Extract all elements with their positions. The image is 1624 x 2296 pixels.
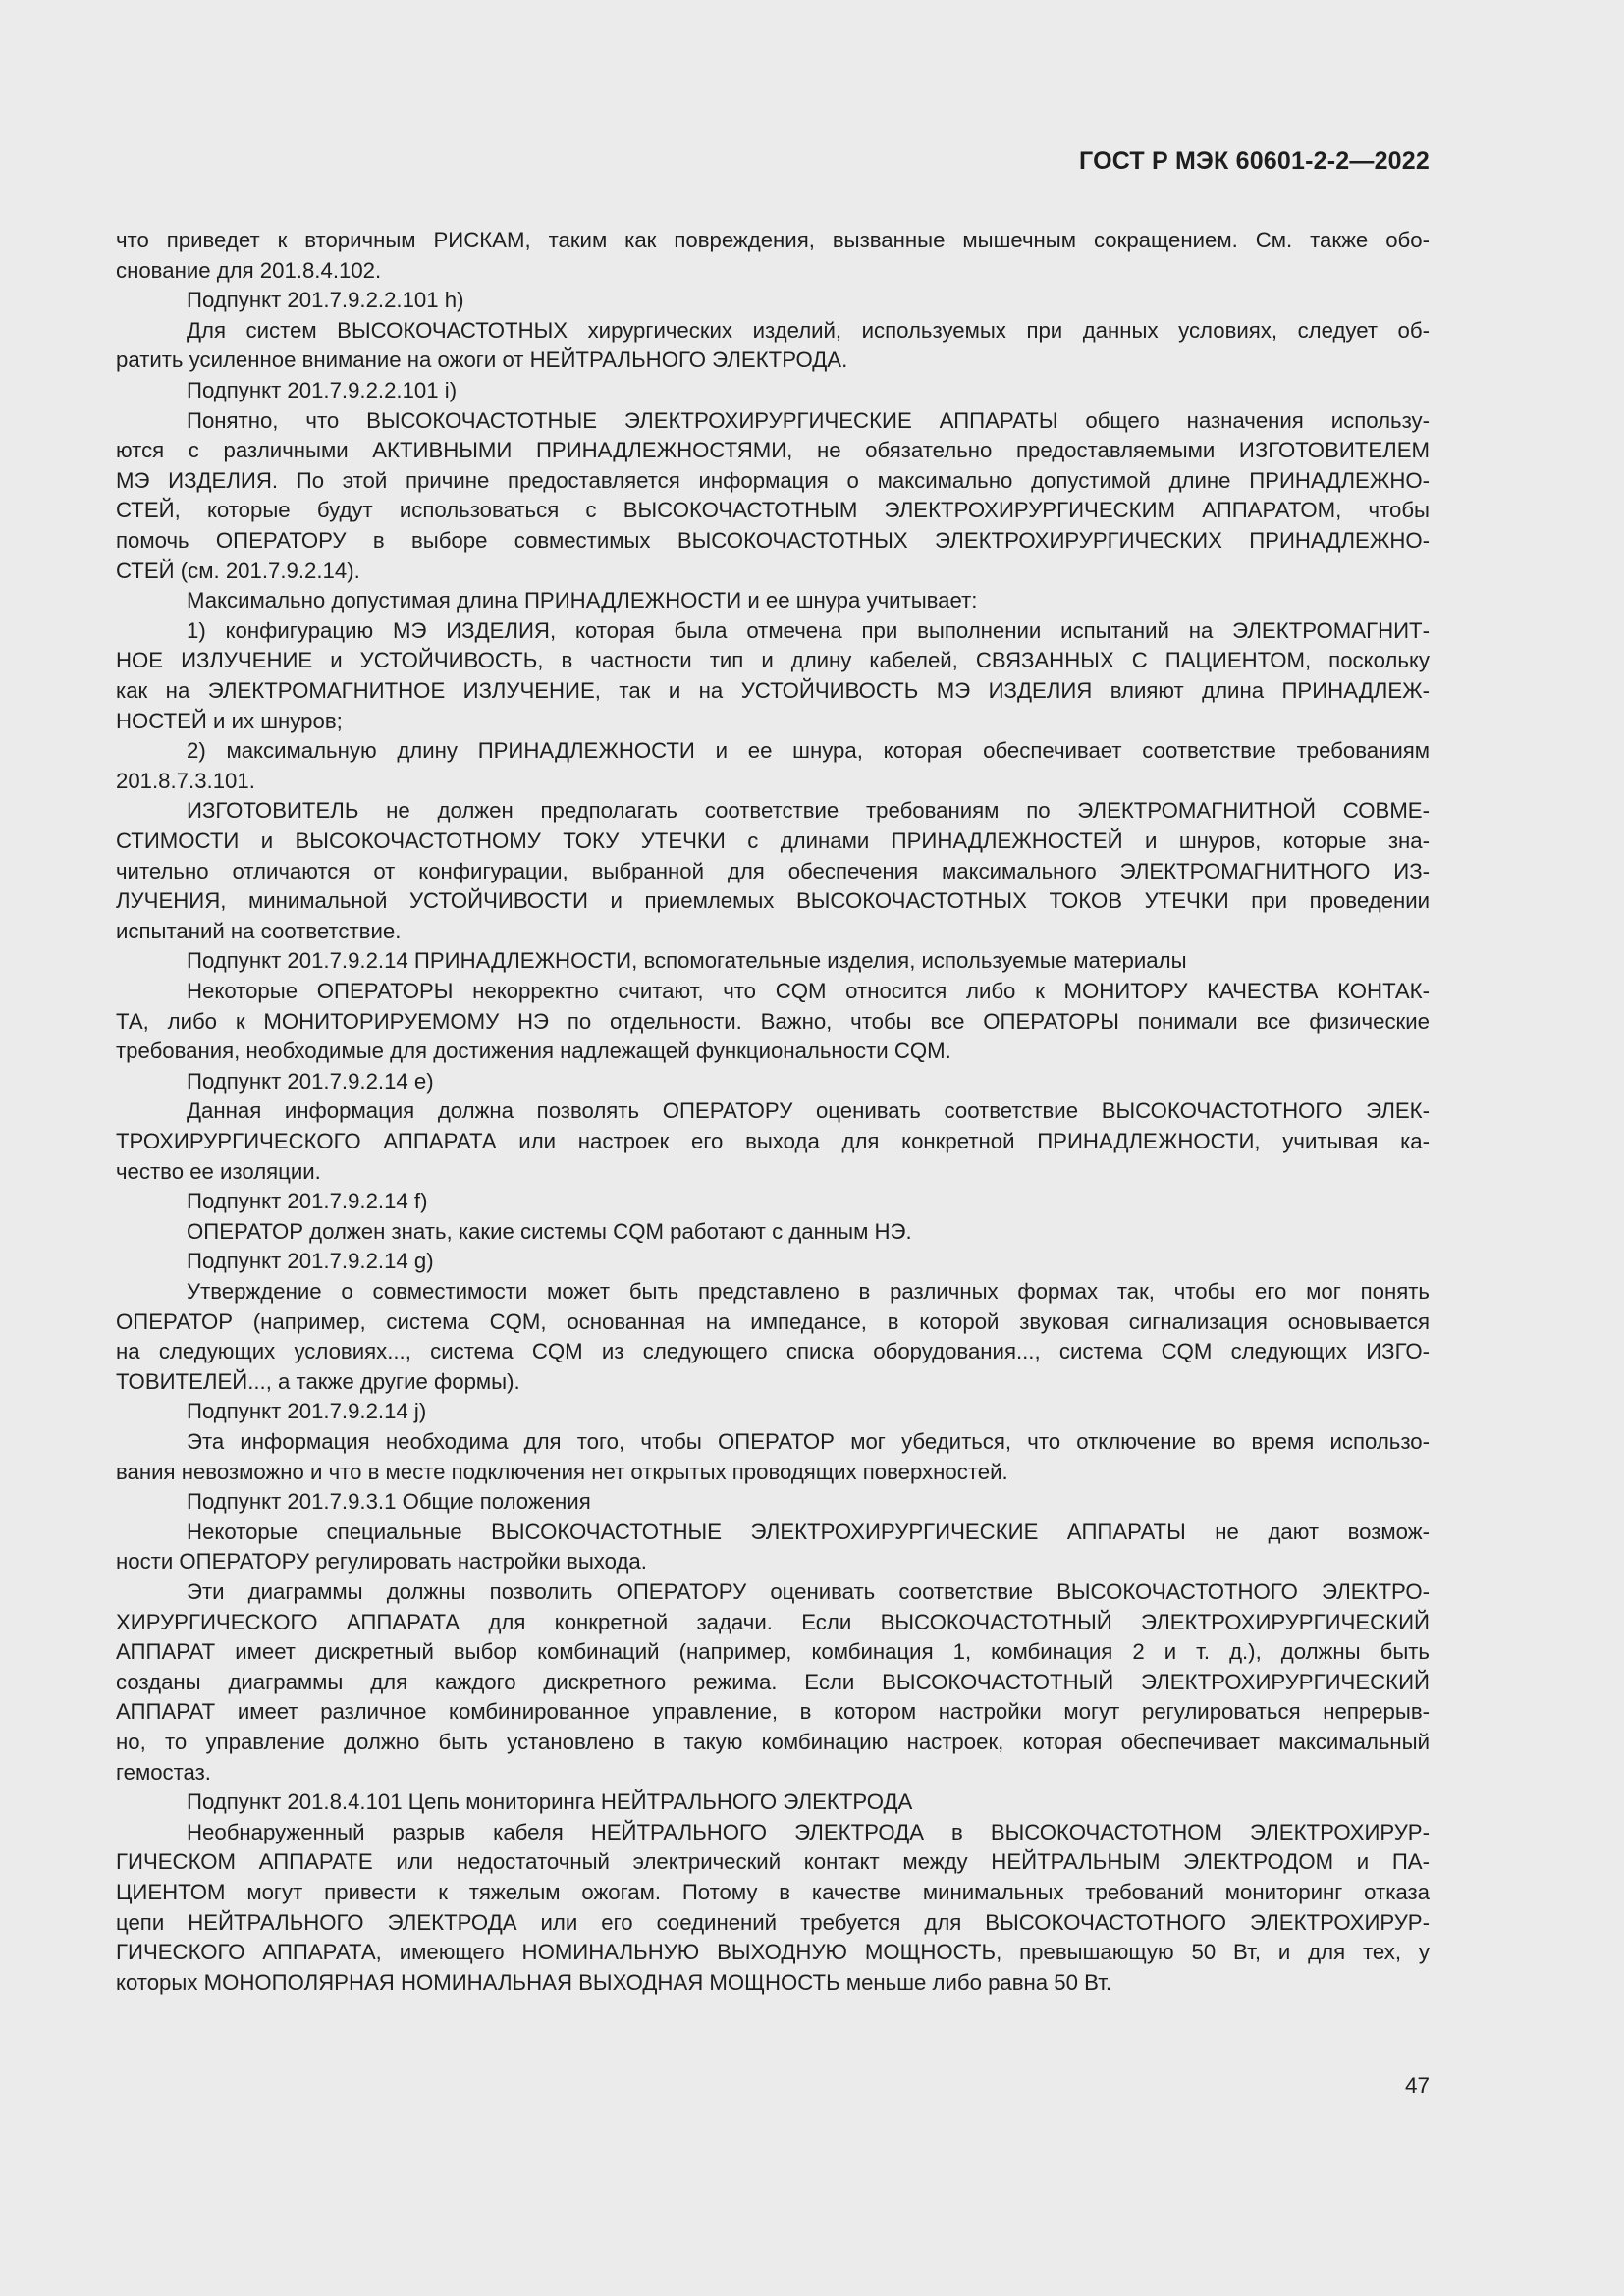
text-line: СТЕЙ, которые будут использоваться с ВЫСОКОЧАСТОТНЫМ ЭЛЕКТРОХИРУРГИЧЕСКИМ АППАРАТОМ, чтобы	[116, 498, 1430, 523]
paragraph-first-line: Для систем ВЫСОКОЧАСТОТНЫХ хирургических изделий, используемых при данных условиях, следует об-	[187, 317, 1430, 343]
text-line: АППАРАТ имеет различное комбинированное управление, в котором настройки могут регулироваться непрерыв-	[116, 1699, 1430, 1725]
standard-header: ГОСТ Р МЭК 60601-2-2—2022	[1079, 147, 1430, 175]
text-line: помочь ОПЕРАТОРУ в выборе совместимых ВЫСОКОЧАСТОТНЫХ ЭЛЕКТРОХИРУРГИЧЕСКИХ ПРИНАДЛЕЖНО-	[116, 528, 1430, 553]
text-line: ратить усиленное внимание на ожоги от НЕЙТРАЛЬНОГО ЭЛЕКТРОДА.	[116, 347, 848, 373]
text-line: ЦИЕНТОМ могут привести к тяжелым ожогам. Потому в качестве минимальных требований мониторинг отказа	[116, 1880, 1430, 1904]
text-line: ТОВИТЕЛЕЙ..., а также другие формы).	[116, 1368, 520, 1394]
text-line: ГИЧЕСКОГО АППАРАТА, имеющего НОМИНАЛЬНУЮ ВЫХОДНУЮ МОЩНОСТЬ, превышающую 50 Вт, и для тех, у	[116, 1940, 1430, 1965]
paragraph-first-line: ОПЕРАТОР должен знать, какие системы CQM работают с данным НЭ.	[187, 1218, 912, 1244]
text-line: ности ОПЕРАТОРУ регулировать настройки выхода.	[116, 1549, 647, 1575]
paragraph-first-line: Подпункт 201.7.9.2.14 g)	[187, 1249, 434, 1274]
text-line: ОПЕРАТОР (например, система CQM, основанная на импедансе, в которой звуковая сигнализация основывается	[116, 1308, 1430, 1334]
text-line: которых МОНОПОЛЯРНАЯ НОМИНАЛЬНАЯ ВЫХОДНАЯ МОЩНОСТЬ меньше либо равна 50 Вт.	[116, 1969, 1112, 1995]
text-line: ТРОХИРУРГИЧЕСКОГО АППАРАТА или настроек его выхода для конкретной ПРИНАДЛЕЖНОСТИ, учитывая ка-	[116, 1129, 1430, 1153]
paragraph-first-line: Некоторые ОПЕРАТОРЫ некорректно считают, что CQM относится либо к МОНИТОРУ КАЧЕСТВА КОНТАК-	[187, 979, 1430, 1003]
paragraph-first-line: Подпункт 201.7.9.2.14 j)	[187, 1399, 427, 1424]
paragraph-first-line: 1) конфигурацию МЭ ИЗДЕЛИЯ, которая была отмечена при выполнении испытаний на ЭЛЕКТРОМАГНИТ-	[187, 617, 1430, 643]
text-line: НОЕ ИЗЛУЧЕНИЕ и УСТОЙЧИВОСТЬ, в частности тип и длину кабелей, СВЯЗАННЫХ С ПАЦИЕНТОМ, поскольку	[116, 648, 1430, 673]
paragraph-first-line: Подпункт 201.7.9.3.1 Общие положения	[187, 1489, 591, 1515]
text-line: что приведет к вторичным РИСКАМ, таким как повреждения, вызванные мышечным сокращением. См. также обо-	[116, 228, 1430, 252]
paragraph-first-line: ИЗГОТОВИТЕЛЬ не должен предполагать соответствие требованиям по ЭЛЕКТРОМАГНИТНОЙ СОВМЕ-	[187, 798, 1430, 824]
text-line: чество ее изоляции.	[116, 1158, 321, 1184]
text-line: ГИЧЕСКОМ АППАРАТЕ или недостаточный электрический контакт между НЕЙТРАЛЬНЫМ ЭЛЕКТРОДОМ и ПА-	[116, 1849, 1430, 1875]
paragraph-first-line: Подпункт 201.7.9.2.14 f)	[187, 1189, 428, 1214]
text-line: требования, необходимые для достижения надлежащей функциональности CQM.	[116, 1039, 951, 1064]
text-line: 201.8.7.3.101.	[116, 768, 255, 793]
paragraph-first-line: Подпункт 201.7.9.2.2.101 h)	[187, 288, 464, 313]
text-line: МЭ ИЗДЕЛИЯ. По этой причине предоставляется информация о максимально допустимой длине ПРИНАДЛЕЖНО-	[116, 467, 1430, 493]
text-line: СТЕЙ (см. 201.7.9.2.14).	[116, 558, 360, 583]
text-line: вания невозможно и что в месте подключения нет открытых проводящих поверхностей.	[116, 1459, 1008, 1484]
text-line: ХИРУРГИЧЕСКОГО АППАРАТА для конкретной задачи. Если ВЫСОКОЧАСТОТНЫЙ ЭЛЕКТРОХИРУРГИЧЕСКИЙ	[116, 1609, 1430, 1634]
paragraph-first-line: Необнаруженный разрыв кабеля НЕЙТРАЛЬНОГО ЭЛЕКТРОДА в ВЫСОКОЧАСТОТНОМ ЭЛЕКТРОХИРУР-	[187, 1819, 1430, 1844]
text-line: чительно отличаются от конфигурации, выбранной для обеспечения максимального ЭЛЕКТРОМАГНИТНОГО ИЗ-	[116, 858, 1430, 883]
text-line: снование для 201.8.4.102.	[116, 257, 382, 283]
text-line: как на ЭЛЕКТРОМАГНИТНОЕ ИЗЛУЧЕНИЕ, так и на УСТОЙЧИВОСТЬ МЭ ИЗДЕЛИЯ влияют длина ПРИНАДЛЕЖ-	[116, 678, 1430, 703]
page-number: 47	[1404, 2073, 1430, 2098]
text-line: но, то управление должно быть установлено в такую комбинацию настроек, которая обеспечивает максимальный	[116, 1730, 1430, 1754]
paragraph-first-line: Эта информация необходима для того, чтобы ОПЕРАТОР мог убедиться, что отключение во время использо-	[187, 1429, 1430, 1454]
text-line: цепи НЕЙТРАЛЬНОГО ЭЛЕКТРОДА или его соединений требуется для ВЫСОКОЧАСТОТНОГО ЭЛЕКТРОХИРУР-	[116, 1909, 1430, 1935]
paragraph-first-line: Подпункт 201.8.4.101 Цепь мониторинга НЕЙТРАЛЬНОГО ЭЛЕКТРОДА	[187, 1789, 913, 1815]
text-line: испытаний на соответствие.	[116, 918, 402, 943]
text-line: созданы диаграммы для каждого дискретного режима. Если ВЫСОКОЧАСТОТНЫЙ ЭЛЕКТРОХИРУРГИЧЕСКИЙ	[116, 1669, 1430, 1694]
text-line: гемостаз.	[116, 1759, 211, 1785]
paragraph-first-line: Эти диаграммы должны позволить ОПЕРАТОРУ оценивать соответствие ВЫСОКОЧАСТОТНОГО ЭЛЕКТРО-	[187, 1579, 1430, 1604]
text-line: АППАРАТ имеет дискретный выбор комбинаций (например, комбинация 1, комбинация 2 и т. д.), должны быть	[116, 1639, 1430, 1665]
text-line: НОСТЕЙ и их шнуров;	[116, 708, 343, 733]
paragraph-first-line: Подпункт 201.7.9.2.14 е)	[187, 1068, 434, 1094]
paragraph-first-line: Утверждение о совместимости может быть представлено в различных формах так, чтобы его мог понять	[187, 1279, 1430, 1304]
paragraph-first-line: Максимально допустимая длина ПРИНАДЛЕЖНОСТИ и ее шнура учитывает:	[187, 588, 978, 614]
paragraph-first-line: 2) максимальную длину ПРИНАДЛЕЖНОСТИ и ее шнура, которая обеспечивает соответствие требованиям	[187, 738, 1430, 764]
text-line: ЛУЧЕНИЯ, минимальной УСТОЙЧИВОСТИ и приемлемых ВЫСОКОЧАСТОТНЫХ ТОКОВ УТЕЧКИ при проведении	[116, 888, 1430, 914]
paragraph-first-line: Подпункт 201.7.9.2.14 ПРИНАДЛЕЖНОСТИ, вспомогательные изделия, используемые материалы	[187, 948, 1187, 974]
paragraph-first-line: Некоторые специальные ВЫСОКОЧАСТОТНЫЕ ЭЛЕКТРОХИРУРГИЧЕСКИЕ АППАРАТЫ не дают возмож-	[187, 1519, 1430, 1544]
text-line: СТИМОСТИ и ВЫСОКОЧАСТОТНОМУ ТОКУ УТЕЧКИ с длинами ПРИНАДЛЕЖНОСТЕЙ и шнуров, которые зна-	[116, 828, 1430, 853]
paragraph-first-line: Подпункт 201.7.9.2.2.101 i)	[187, 378, 458, 402]
text-line: ются с различными АКТИВНЫМИ ПРИНАДЛЕЖНОСТЯМИ, не обязательно предоставляемыми ИЗГОТОВИТЕЛЕМ	[116, 438, 1430, 463]
text-line: ТА, либо к МОНИТОРИРУЕМОМУ НЭ по отдельности. Важно, чтобы все ОПЕРАТОРЫ понимали все физические	[116, 1008, 1430, 1034]
paragraph-first-line: Понятно, что ВЫСОКОЧАСТОТНЫЕ ЭЛЕКТРОХИРУРГИЧЕСКИЕ АППАРАТЫ общего назначения использу-	[187, 407, 1430, 433]
text-line: на следующих условиях..., система CQM из следующего списка оборудования..., система CQM следующих ИЗГО-	[116, 1339, 1430, 1364]
paragraph-first-line: Данная информация должна позволять ОПЕРАТОРУ оценивать соответствие ВЫСОКОЧАСТОТНОГО ЭЛЕК-	[187, 1098, 1430, 1124]
